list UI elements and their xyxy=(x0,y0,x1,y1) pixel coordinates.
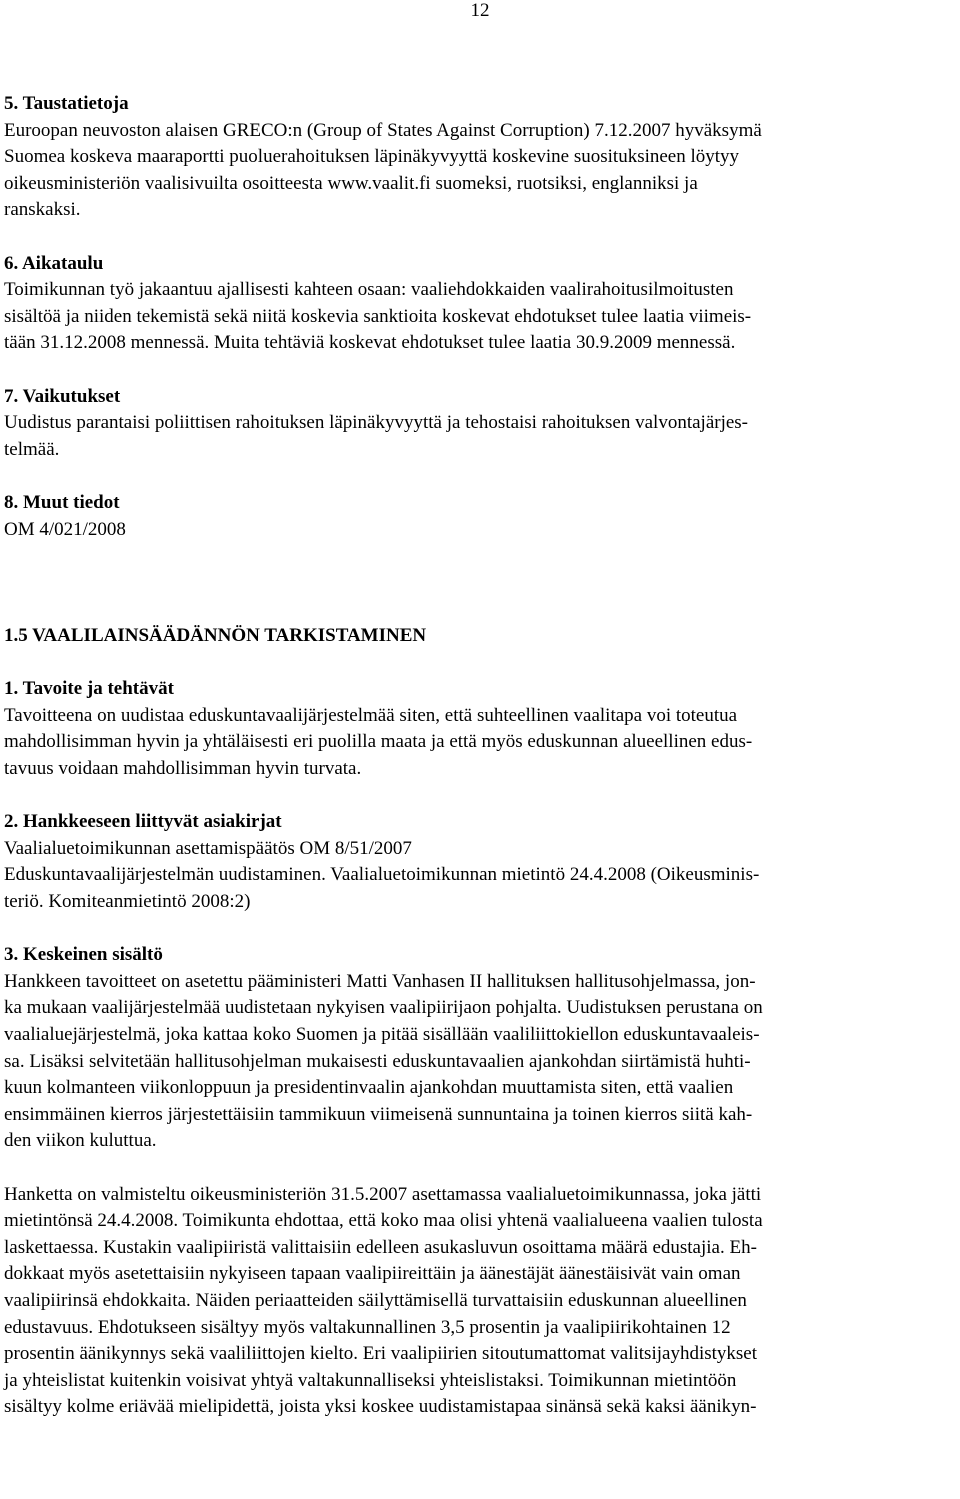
section-heading: 8. Muut tiedot xyxy=(4,491,120,513)
section-heading: 5. Taustatietoja xyxy=(4,93,129,114)
paragraph-line: Suomea koskeva maaraportti puoluerahoituksen läpinäkyvyyttä koskevine suosituksineen löytyy xyxy=(4,146,740,168)
paragraph-line: vaalipiirinsä ehdokkaita. Näiden periaatteiden säilyttämisellä turvattaisiin eduskunnan alueellinen xyxy=(4,1289,747,1311)
paragraph-line: kuun kolmanteen viikonloppuun ja presidentinvaalin ajankohdan muuttamista siten, että vaalien xyxy=(4,1077,734,1099)
paragraph-line: prosentin äänikynnys sekä vaaliliittojen kielto. Eri vaalipiirien sitoutumattomat valitsijayhdistykset xyxy=(4,1343,757,1365)
page-number: 12 xyxy=(470,0,490,21)
paragraph-line: Vaalialuetoimikunnan asettamispäätös OM 8/51/2007 xyxy=(4,837,412,859)
section-taustatietoja xyxy=(4,91,956,224)
document-body xyxy=(4,91,956,1421)
section-vaikutukset xyxy=(4,384,956,464)
paragraph-line: ja yhteislistat kuitenkin voisivat yhtyä valtakunnalliseksi yhteislistaksi. Toimikunnan mietintöön xyxy=(4,1369,737,1391)
paragraph-line: mahdollisimman hyvin ja yhtäläisesti eri puolilla maata ja että myös eduskunnan alueellinen edus- xyxy=(4,731,753,753)
paragraph-line: dokkaat myös asetettaisiin nykyiseen tapaan vaalipiireittäin ja äänestäjät äänestäisivät vain oman xyxy=(4,1263,741,1285)
paragraph-line: Uudistus parantaisi poliittisen rahoituksen läpinäkyvyyttä ja tehostaisi rahoituksen valvontajärjes- xyxy=(4,412,749,434)
chapter-title: 1.5 VAALILAINSÄÄDÄNNÖN TARKISTAMINEN xyxy=(4,625,427,647)
paragraph-line: Tavoitteena on uudistaa eduskuntavaalijärjestelmää siten, että suhteellinen vaalitapa voi toteutua xyxy=(4,704,738,726)
paragraph-line: vaalialuejärjestelmä, joka kattaa koko Suomen ja pitää sisällään vaaliliittokiellon eduskuntavaaleis- xyxy=(4,1024,760,1045)
paragraph-line: telmää. xyxy=(4,438,60,460)
paragraph-line: oikeusministeriön vaalisivuilta osoitteesta www.vaalit.fi suomeksi, ruotsiksi, englanniksi ja xyxy=(4,172,698,194)
paragraph-line: laskettaessa. Kustakin vaalipiiristä valittaisiin edelleen asukasluvun osoittama määrä edustajia. Eh- xyxy=(4,1236,757,1258)
paragraph-line: teriö. Komiteanmietintö 2008:2) xyxy=(4,891,251,913)
paragraph-line: sa. Lisäksi selvitetään hallitusohjelman mukaisesti eduskuntavaalien ajankohdan siirtämistä huhti- xyxy=(4,1050,751,1072)
section-tavoite-ja-tehtavat xyxy=(4,676,956,782)
section-heading: 1. Tavoite ja tehtävät xyxy=(4,678,174,700)
paragraph-line: ensimmäinen kierros järjestettäisiin tammikuun viimeisenä sunnuntaina ja toinen kierros siitä kah- xyxy=(4,1103,753,1125)
section-heading: 3. Keskeinen sisältö xyxy=(4,944,163,966)
section-heading: 6. Aikataulu xyxy=(4,252,104,274)
section-keskeinen-sisalto xyxy=(4,942,956,1421)
paragraph-line: Hankkeen tavoitteet on asetettu pääministeri Matti Vanhasen II hallituksen hallitusohjelmassa, jon- xyxy=(4,970,756,992)
paragraph-line: Euroopan neuvoston alaisen GRECO:n (Group of States Against Corruption) 7.12.2007 hyväksymä xyxy=(4,119,762,141)
section-muut-tiedot xyxy=(4,490,956,543)
paragraph-line: tään 31.12.2008 mennessä. Muita tehtäviä koskevat ehdotukset tulee laatia 30.9.2009 mennessä. xyxy=(4,332,736,354)
section-aikataulu xyxy=(4,251,956,357)
paragraph-line: sisältöä ja niiden tekemistä sekä niitä koskevia sanktioita koskevat ehdotukset tulee laatia viimeis- xyxy=(4,305,752,327)
paragraph-line: den viikon kuluttua. xyxy=(4,1130,157,1152)
section-heading: 2. Hankkeeseen liittyvät asiakirjat xyxy=(4,811,282,833)
section-asiakirjat xyxy=(4,809,956,915)
paragraph-line: Toimikunnan työ jakaantuu ajallisesti kahteen osaan: vaaliehdokkaiden vaalirahoitusilmoitusten xyxy=(4,279,734,301)
paragraph-line: sisältyy kolme eriävää mielipidettä, joista yksi koskee uudistamistapaa sinänsä sekä kaksi äänikyn- xyxy=(4,1396,757,1418)
section-heading: 7. Vaikutukset xyxy=(4,385,121,407)
paragraph-line: tavuus voidaan mahdollisimman hyvin turvata. xyxy=(4,758,362,780)
paragraph-line: edustavuus. Ehdotukseen sisältyy myös valtakunnallinen 3,5 prosentin ja vaalipiirikohtainen 12 xyxy=(4,1316,731,1338)
paragraph-line: Hanketta on valmisteltu oikeusministeriön 31.5.2007 asettamassa vaalialuetoimikunnassa, joka jätti xyxy=(4,1183,762,1205)
paragraph-line: Eduskuntavaalijärjestelmän uudistaminen. Vaalialuetoimikunnan mietintö 24.4.2008 (Oikeusminis- xyxy=(4,864,760,886)
paragraph-line: ranskaksi. xyxy=(4,199,81,221)
paragraph-line: OM 4/021/2008 xyxy=(4,518,126,540)
paragraph-line: mietintönsä 24.4.2008. Toimikunta ehdottaa, että koko maa olisi yhtenä vaalialueena vaalien tulosta xyxy=(4,1210,763,1232)
paragraph-line: ka mukaan vaalijärjestelmää uudistetaan nykyisen vaalipiirijaon pohjalta. Uudistuksen perustana on xyxy=(4,997,763,1019)
